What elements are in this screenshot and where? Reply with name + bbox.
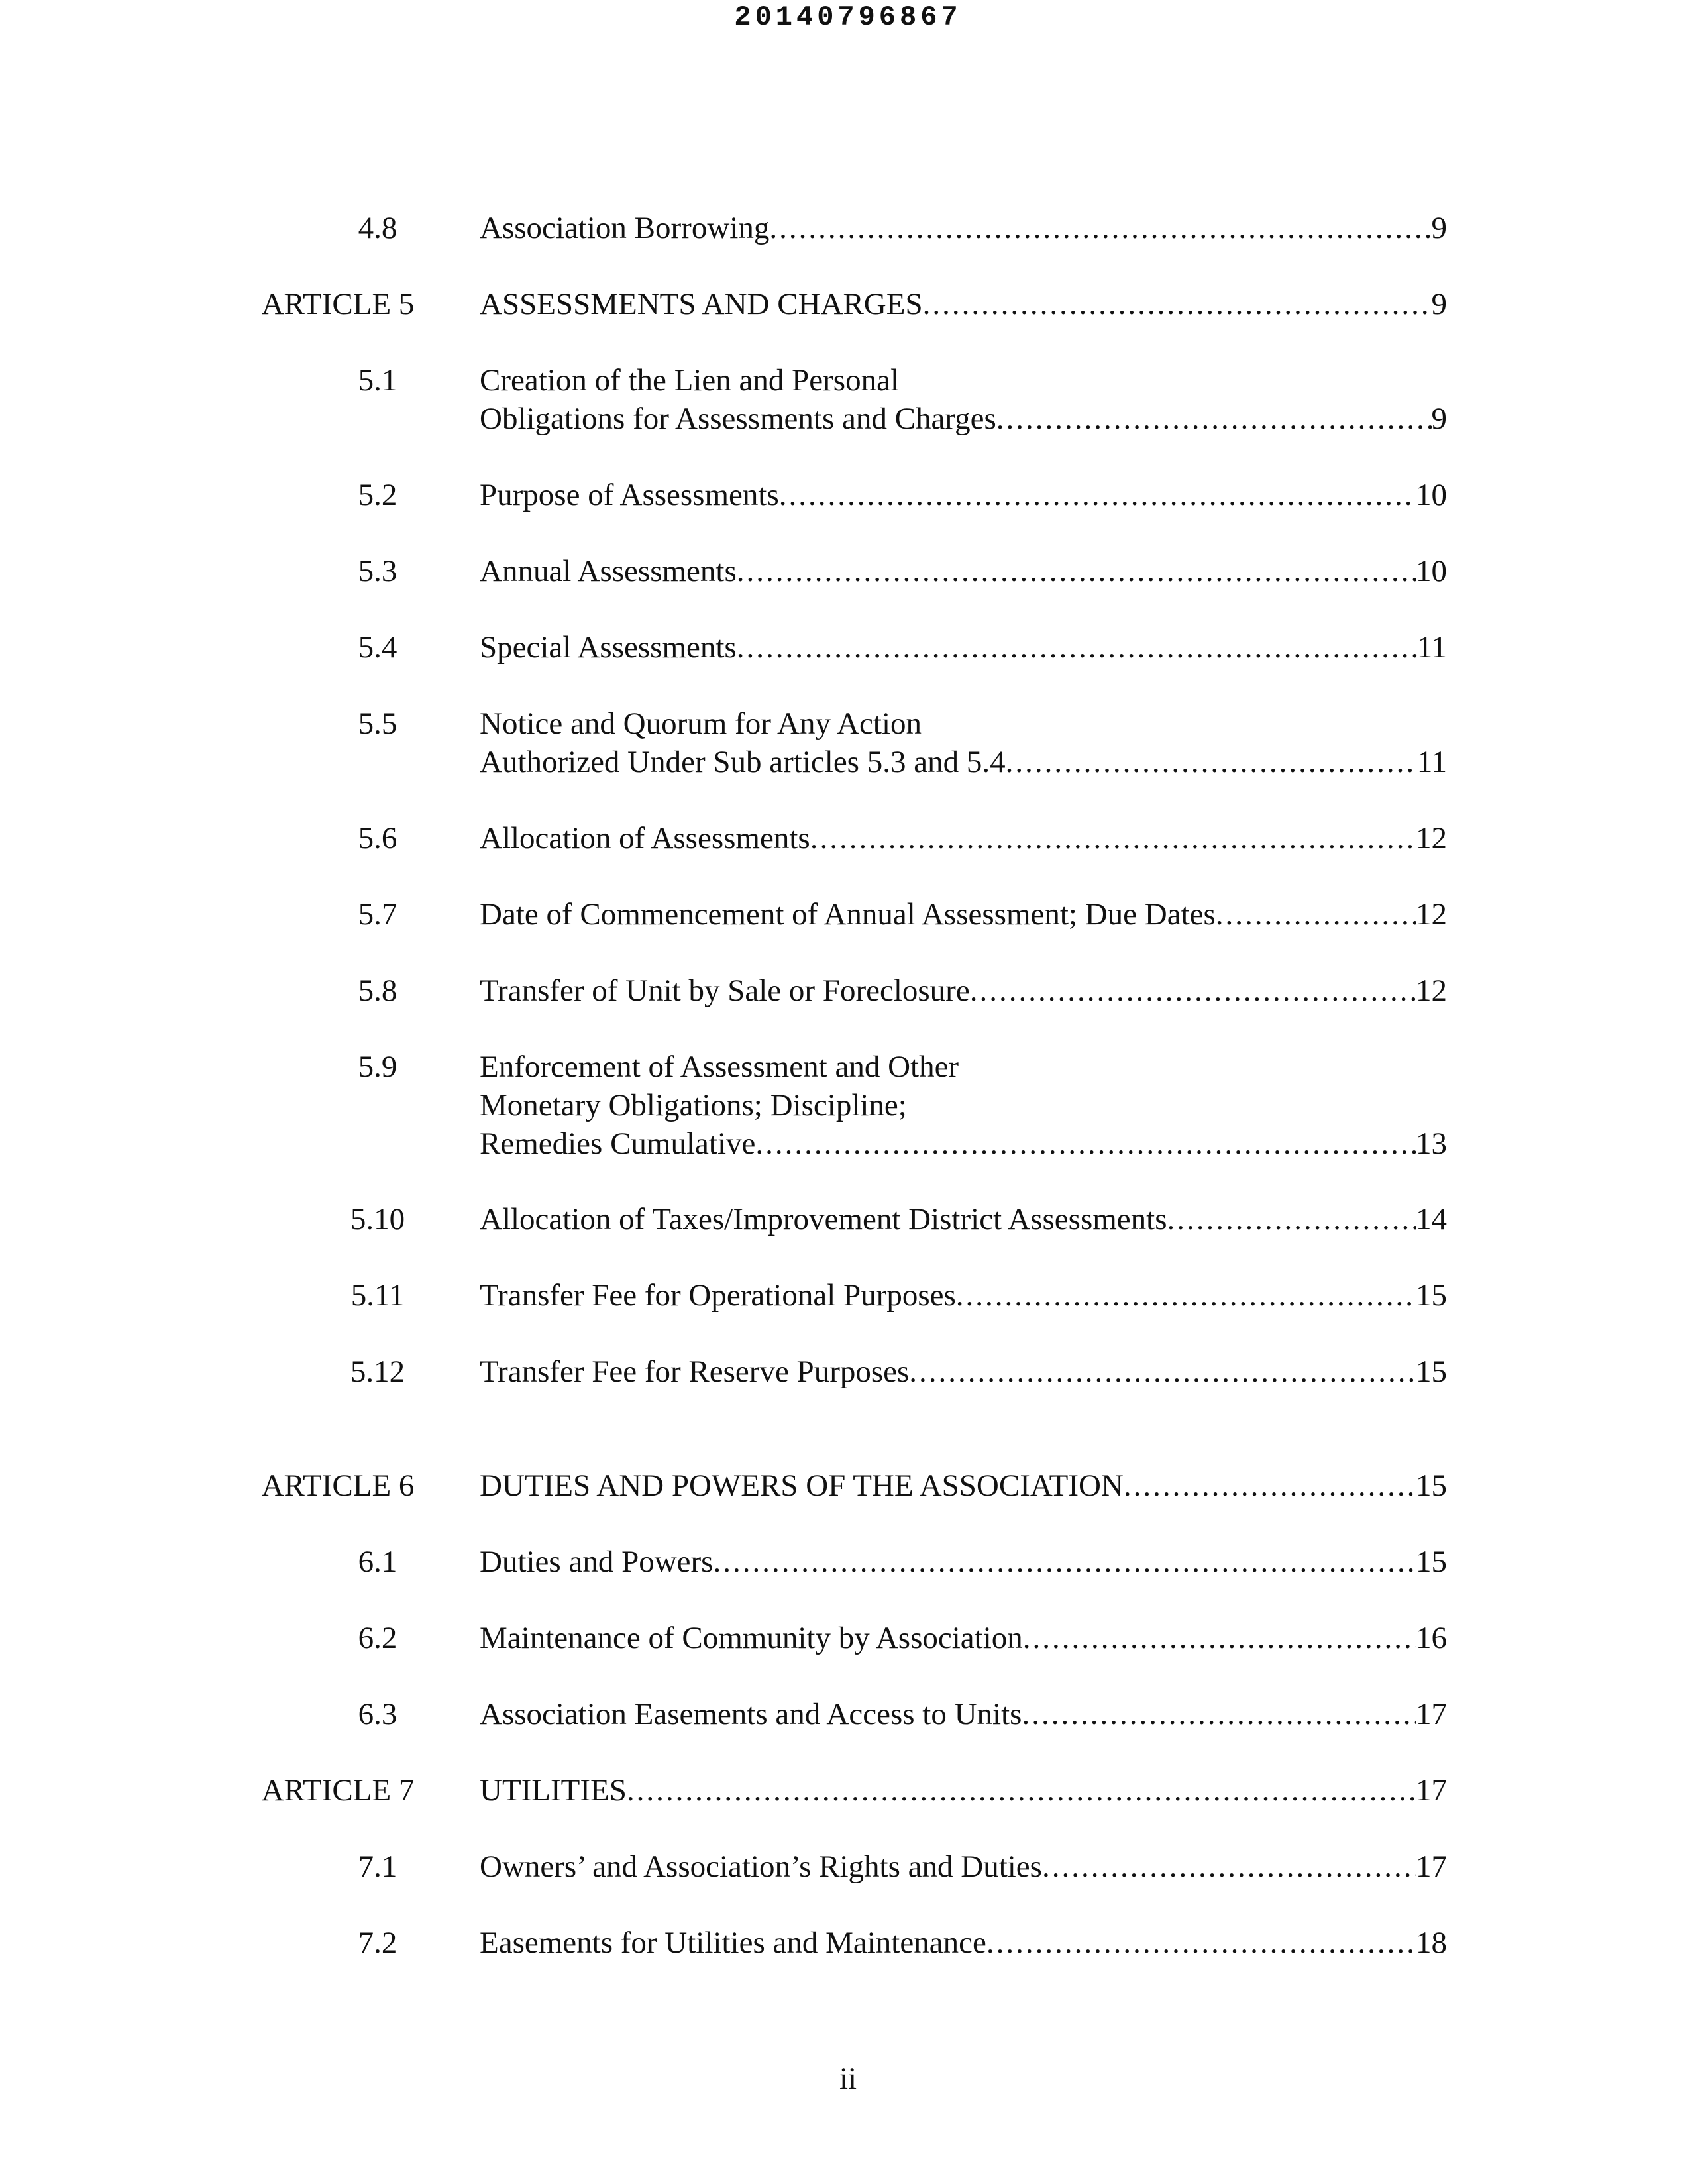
toc-entry-page: 15 (1416, 1545, 1447, 1579)
toc-entry-page: 12 (1416, 973, 1447, 1008)
toc-entry-page: 15 (1416, 1468, 1447, 1503)
toc-entry-number: ARTICLE 6 (261, 1468, 415, 1503)
toc-entry-page: 10 (1416, 478, 1447, 512)
toc-entry-page: 17 (1416, 1697, 1447, 1731)
toc-entry-title: Transfer Fee for Reserve Purposes (480, 1354, 910, 1389)
toc-entry-title: Date of Commencement of Annual Assessment; Due Dates (480, 897, 1216, 932)
toc-entry-title: Obligations for Assessments and Charges (480, 402, 996, 436)
toc-entry-title: Annual Assessments (480, 554, 737, 588)
toc-entry-number: 5.3 (358, 554, 398, 588)
dot-leader (1022, 1695, 1416, 1733)
toc-entry-number: ARTICLE 5 (261, 287, 415, 321)
toc-entry-number: 5.12 (350, 1354, 405, 1389)
toc-entry-title: Association Borrowing (480, 211, 770, 245)
dot-leader (996, 400, 1432, 438)
dot-leader (1216, 895, 1416, 934)
toc-entry-number: 6.1 (358, 1545, 398, 1579)
toc-entry-number: 6.3 (358, 1697, 398, 1731)
toc-entry-title: Owners’ and Association’s Rights and Duties (480, 1849, 1042, 1884)
toc-entry-page: 9 (1431, 402, 1447, 436)
dot-leader (737, 552, 1416, 590)
toc-entry-title: Transfer Fee for Operational Purposes (480, 1278, 956, 1313)
dot-leader (1006, 743, 1417, 781)
dot-leader (810, 819, 1416, 857)
toc-entry-number: 4.8 (358, 211, 398, 245)
toc-entry-number: 5.2 (358, 478, 398, 512)
toc-entry-number: 5.9 (358, 1050, 398, 1084)
toc-entry-title: ASSESSMENTS AND CHARGES (480, 287, 923, 321)
toc-entry-page: 9 (1431, 211, 1447, 245)
dot-leader (909, 1352, 1416, 1391)
page-number: ii (839, 2061, 857, 2096)
toc-entry-title: UTILITIES (480, 1773, 627, 1808)
dot-leader (769, 209, 1431, 247)
toc-entry-title: Easements for Utilities and Maintenance (480, 1926, 986, 1960)
toc-entry-number: ARTICLE 7 (261, 1773, 415, 1808)
toc-entry-page: 11 (1416, 630, 1447, 665)
dot-leader (986, 1924, 1416, 1962)
toc-entry-page: 16 (1416, 1621, 1447, 1655)
dot-leader (923, 285, 1432, 323)
toc-entry-title: Creation of the Lien and Personal (480, 363, 900, 398)
dot-leader (755, 1124, 1416, 1163)
dot-leader (1023, 1619, 1416, 1657)
dot-leader (1124, 1466, 1416, 1505)
toc-entry-title: Allocation of Assessments (480, 821, 810, 855)
dot-leader (713, 1543, 1416, 1581)
dot-leader (1042, 1847, 1416, 1886)
toc-entry-title: Special Assessments (480, 630, 737, 665)
dot-leader (970, 971, 1416, 1010)
toc-entry-number: 5.4 (358, 630, 398, 665)
toc-entry-page: 17 (1416, 1849, 1447, 1884)
dot-leader (737, 628, 1417, 667)
toc-entry-page: 15 (1416, 1278, 1447, 1313)
toc-entry-page: 9 (1431, 287, 1447, 321)
toc-entry-title: Duties and Powers (480, 1545, 714, 1579)
toc-entry-title: Maintenance of Community by Association (480, 1621, 1023, 1655)
toc-entry-title: Authorized Under Sub articles 5.3 and 5.4 (480, 745, 1006, 779)
dot-leader (956, 1276, 1416, 1315)
toc-entry-page: 17 (1416, 1773, 1447, 1808)
toc-entry-title: Enforcement of Assessment and Other (480, 1050, 959, 1084)
toc-entry-page: 12 (1416, 897, 1447, 932)
toc-entry-page: 12 (1416, 821, 1447, 855)
dot-leader (1167, 1200, 1416, 1238)
toc-entry-page: 11 (1416, 745, 1447, 779)
toc-entry-title: Monetary Obligations; Discipline; (480, 1088, 907, 1122)
toc-entry-title: Notice and Quorum for Any Action (480, 706, 922, 741)
dot-leader (627, 1771, 1416, 1810)
toc-entry-title: Transfer of Unit by Sale or Foreclosure (480, 973, 970, 1008)
toc-entry-number: 7.2 (358, 1926, 398, 1960)
toc-entry-title: Remedies Cumulative (480, 1126, 756, 1161)
dot-leader (779, 476, 1416, 514)
toc-entry-page: 10 (1416, 554, 1447, 588)
toc-entry-number: 5.7 (358, 897, 398, 932)
toc-entry-page: 18 (1416, 1926, 1447, 1960)
toc-entry-number: 5.10 (350, 1202, 405, 1236)
toc-entry-number: 5.8 (358, 973, 398, 1008)
toc-entry-number: 5.5 (358, 706, 398, 741)
toc-entry-number: 6.2 (358, 1621, 398, 1655)
toc-entry-number: 5.11 (350, 1278, 405, 1313)
toc-entry-title: DUTIES AND POWERS OF THE ASSOCIATION (480, 1468, 1124, 1503)
toc-entry-page: 14 (1416, 1202, 1447, 1236)
toc-entry-page: 15 (1416, 1354, 1447, 1389)
toc-entry-title: Purpose of Assessments (480, 478, 779, 512)
document-number: 20140796867 (734, 1, 962, 33)
toc-entry-title: Association Easements and Access to Units (480, 1697, 1022, 1731)
toc-entry-number: 7.1 (358, 1849, 398, 1884)
toc-entry-page: 13 (1416, 1126, 1447, 1161)
toc-entry-number: 5.6 (358, 821, 398, 855)
toc-entry-number: 5.1 (358, 363, 398, 398)
toc-entry-title: Allocation of Taxes/Improvement District Assessments (480, 1202, 1167, 1236)
